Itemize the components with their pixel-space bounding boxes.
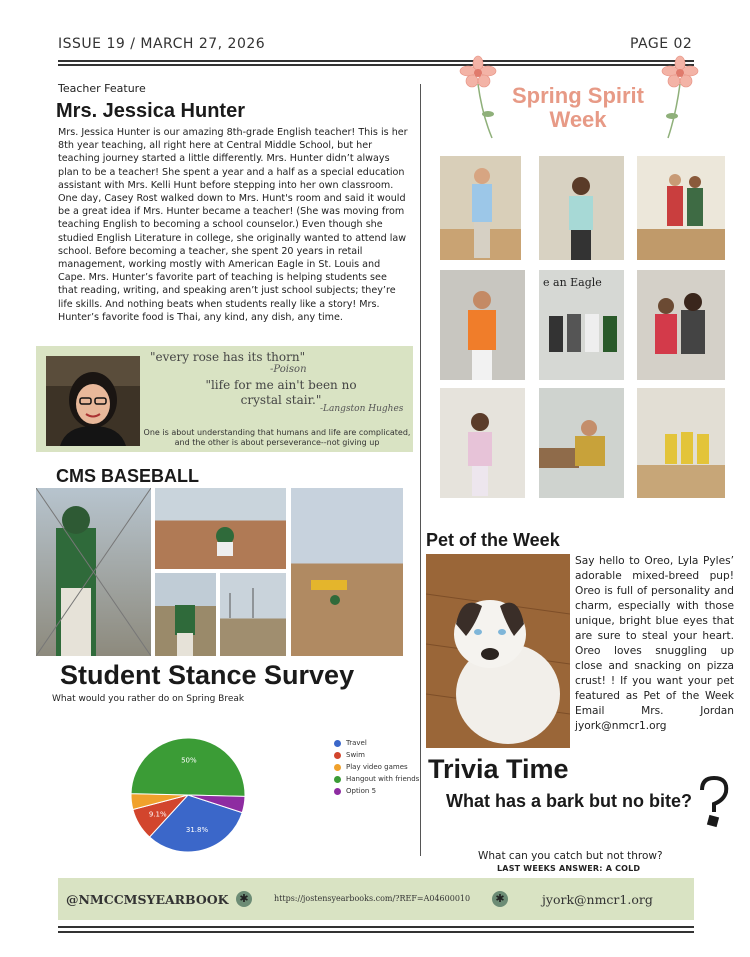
page-number: PAGE 02	[630, 36, 693, 52]
trivia-question: What has a bark but no bite?	[446, 791, 693, 811]
bottom-rule	[58, 926, 694, 928]
pie-label: 31.8%	[185, 826, 209, 835]
spirit-photo-4	[440, 270, 525, 380]
legend-item	[334, 773, 419, 785]
last-answer-value: A COLD	[605, 864, 641, 873]
footer-bar	[58, 878, 694, 920]
section-label: Teacher Feature	[58, 82, 146, 95]
teacher-name: Mrs. Jessica Hunter	[56, 100, 245, 122]
quote-1: "every rose has its thorn"	[150, 350, 306, 364]
baseball-photo-5	[220, 573, 286, 656]
quote-2-author: -Langston Hughes	[320, 404, 404, 414]
legend-label: Play video games	[346, 763, 408, 771]
pie-slice-hangout-with-friends	[131, 738, 245, 796]
top-rule	[58, 60, 694, 62]
svg-text:e an Eagle: e an Eagle	[543, 276, 602, 289]
baseball-photo-1	[36, 488, 151, 656]
legend-swatch	[334, 788, 341, 795]
quote-1-author: -Poison	[270, 364, 307, 375]
asterisk-icon: ✱	[492, 891, 508, 907]
quote-2: "life for me ain't been no crystal stair."	[205, 378, 357, 407]
spirit-photo-7	[440, 388, 525, 498]
spirit-photo-9	[637, 388, 725, 498]
baseball-photo-3	[291, 488, 403, 656]
teacher-article: Mrs. Jessica Hunter is our amazing 8th-grade English teacher! This is her 8th year teaching, all right here at Central Middle School, but her teaching journey started a little differently. Mrs. Hunter didn’t always plan to be a teacher! She spent a year and a half as a special education assistant with Mrs. Kelli Hunt before stepping into her own classroom. One day, Casey Rost walked down to Mrs. Hunt's room and said it would be a great idea if Mrs. Hunter became a teacher! (She was moving from teaching English to becoming a school counselor.) Even though she studied English Literature in college, she originally wanted to attend law school. Before becoming a teacher, she spent 20 years in retail management, working mostly with American Eagle in St. Louis and Cape. Mrs. Hunter’s favorite part of teaching is helping students see that reading, writing, and speaking aren’t just school subjects; they’re life skills. And nothing beats when students really like a story! Mrs. Hunter’s favorite food is Thai, any kind, any dish, any time.	[58, 127, 408, 323]
baseball-title: CMS BASEBALL	[56, 466, 199, 486]
legend-swatch	[334, 776, 341, 783]
legend-swatch	[334, 740, 341, 747]
survey-question: What would you rather do on Spring Break	[52, 694, 245, 704]
next-trivia-question: What can you catch but not throw?	[478, 850, 663, 862]
baseball-photo-4	[155, 573, 216, 656]
footer-url[interactable]: https://jostensyearbooks.com/?REF=A04600010	[274, 894, 471, 903]
top-rule-2	[58, 64, 694, 66]
last-week-answer	[497, 864, 640, 873]
spirit-photo-1	[440, 156, 521, 260]
baseball-photo-2	[155, 488, 286, 569]
legend-swatch	[334, 764, 341, 771]
spirit-photo-6	[637, 270, 725, 380]
legend-label: Travel	[346, 739, 367, 747]
spring-title: Spring Spirit Week	[512, 83, 644, 132]
spirit-photo-3	[637, 156, 725, 260]
pie-legend	[334, 737, 419, 797]
legend-label: Option 5	[346, 787, 377, 795]
quote-box	[36, 346, 413, 452]
pet-text: Say hello to Oreo, Lyla Pyles’ adorable mixed-breed pup! Oreo is full of personality and charm, especially with those unique, bright blue eyes that are sure to steal your heart. Oreo loves snuggling up close and snacking on pizza crust! ! If you want your pet featured as Pet of the Week Email Mrs. Jordan jyork@nmcr1.org	[575, 555, 734, 732]
legend-item	[334, 749, 419, 761]
survey-title: Student Stance Survey	[60, 660, 355, 690]
pie-label: 50%	[181, 756, 197, 765]
issue-date: ISSUE 19 / MARCH 27, 2026	[58, 36, 266, 52]
flower-right-icon	[660, 54, 700, 140]
footer-handle[interactable]: @NMCCMSYEARBOOK	[66, 892, 229, 907]
column-divider	[420, 84, 421, 856]
quote-caption: One is about understanding that humans and life are complicated, and the other is about perseverance--not giving up	[143, 428, 411, 447]
pie-chart	[128, 735, 258, 860]
spirit-photo-8	[539, 388, 624, 498]
question-mark-icon	[694, 774, 734, 828]
last-answer-label: LAST WEEKS ANSWER:	[497, 864, 606, 873]
pet-photo	[426, 554, 570, 748]
asterisk-icon: ✱	[236, 891, 252, 907]
teacher-photo	[46, 356, 140, 446]
spirit-photo-5	[539, 270, 624, 380]
legend-item	[334, 737, 419, 749]
spirit-photo-2	[539, 156, 624, 260]
legend-label: Hangout with friends	[346, 775, 420, 783]
legend-label: Swim	[346, 751, 365, 759]
pie-label: 9.1%	[148, 810, 167, 819]
legend-item	[334, 785, 419, 797]
trivia-title: Trivia Time	[428, 754, 569, 784]
pet-title: Pet of the Week	[426, 530, 560, 550]
footer-email[interactable]: jyork@nmcr1.org	[542, 892, 653, 907]
bottom-rule-2	[58, 931, 694, 933]
legend-item	[334, 761, 419, 773]
legend-swatch	[334, 752, 341, 759]
